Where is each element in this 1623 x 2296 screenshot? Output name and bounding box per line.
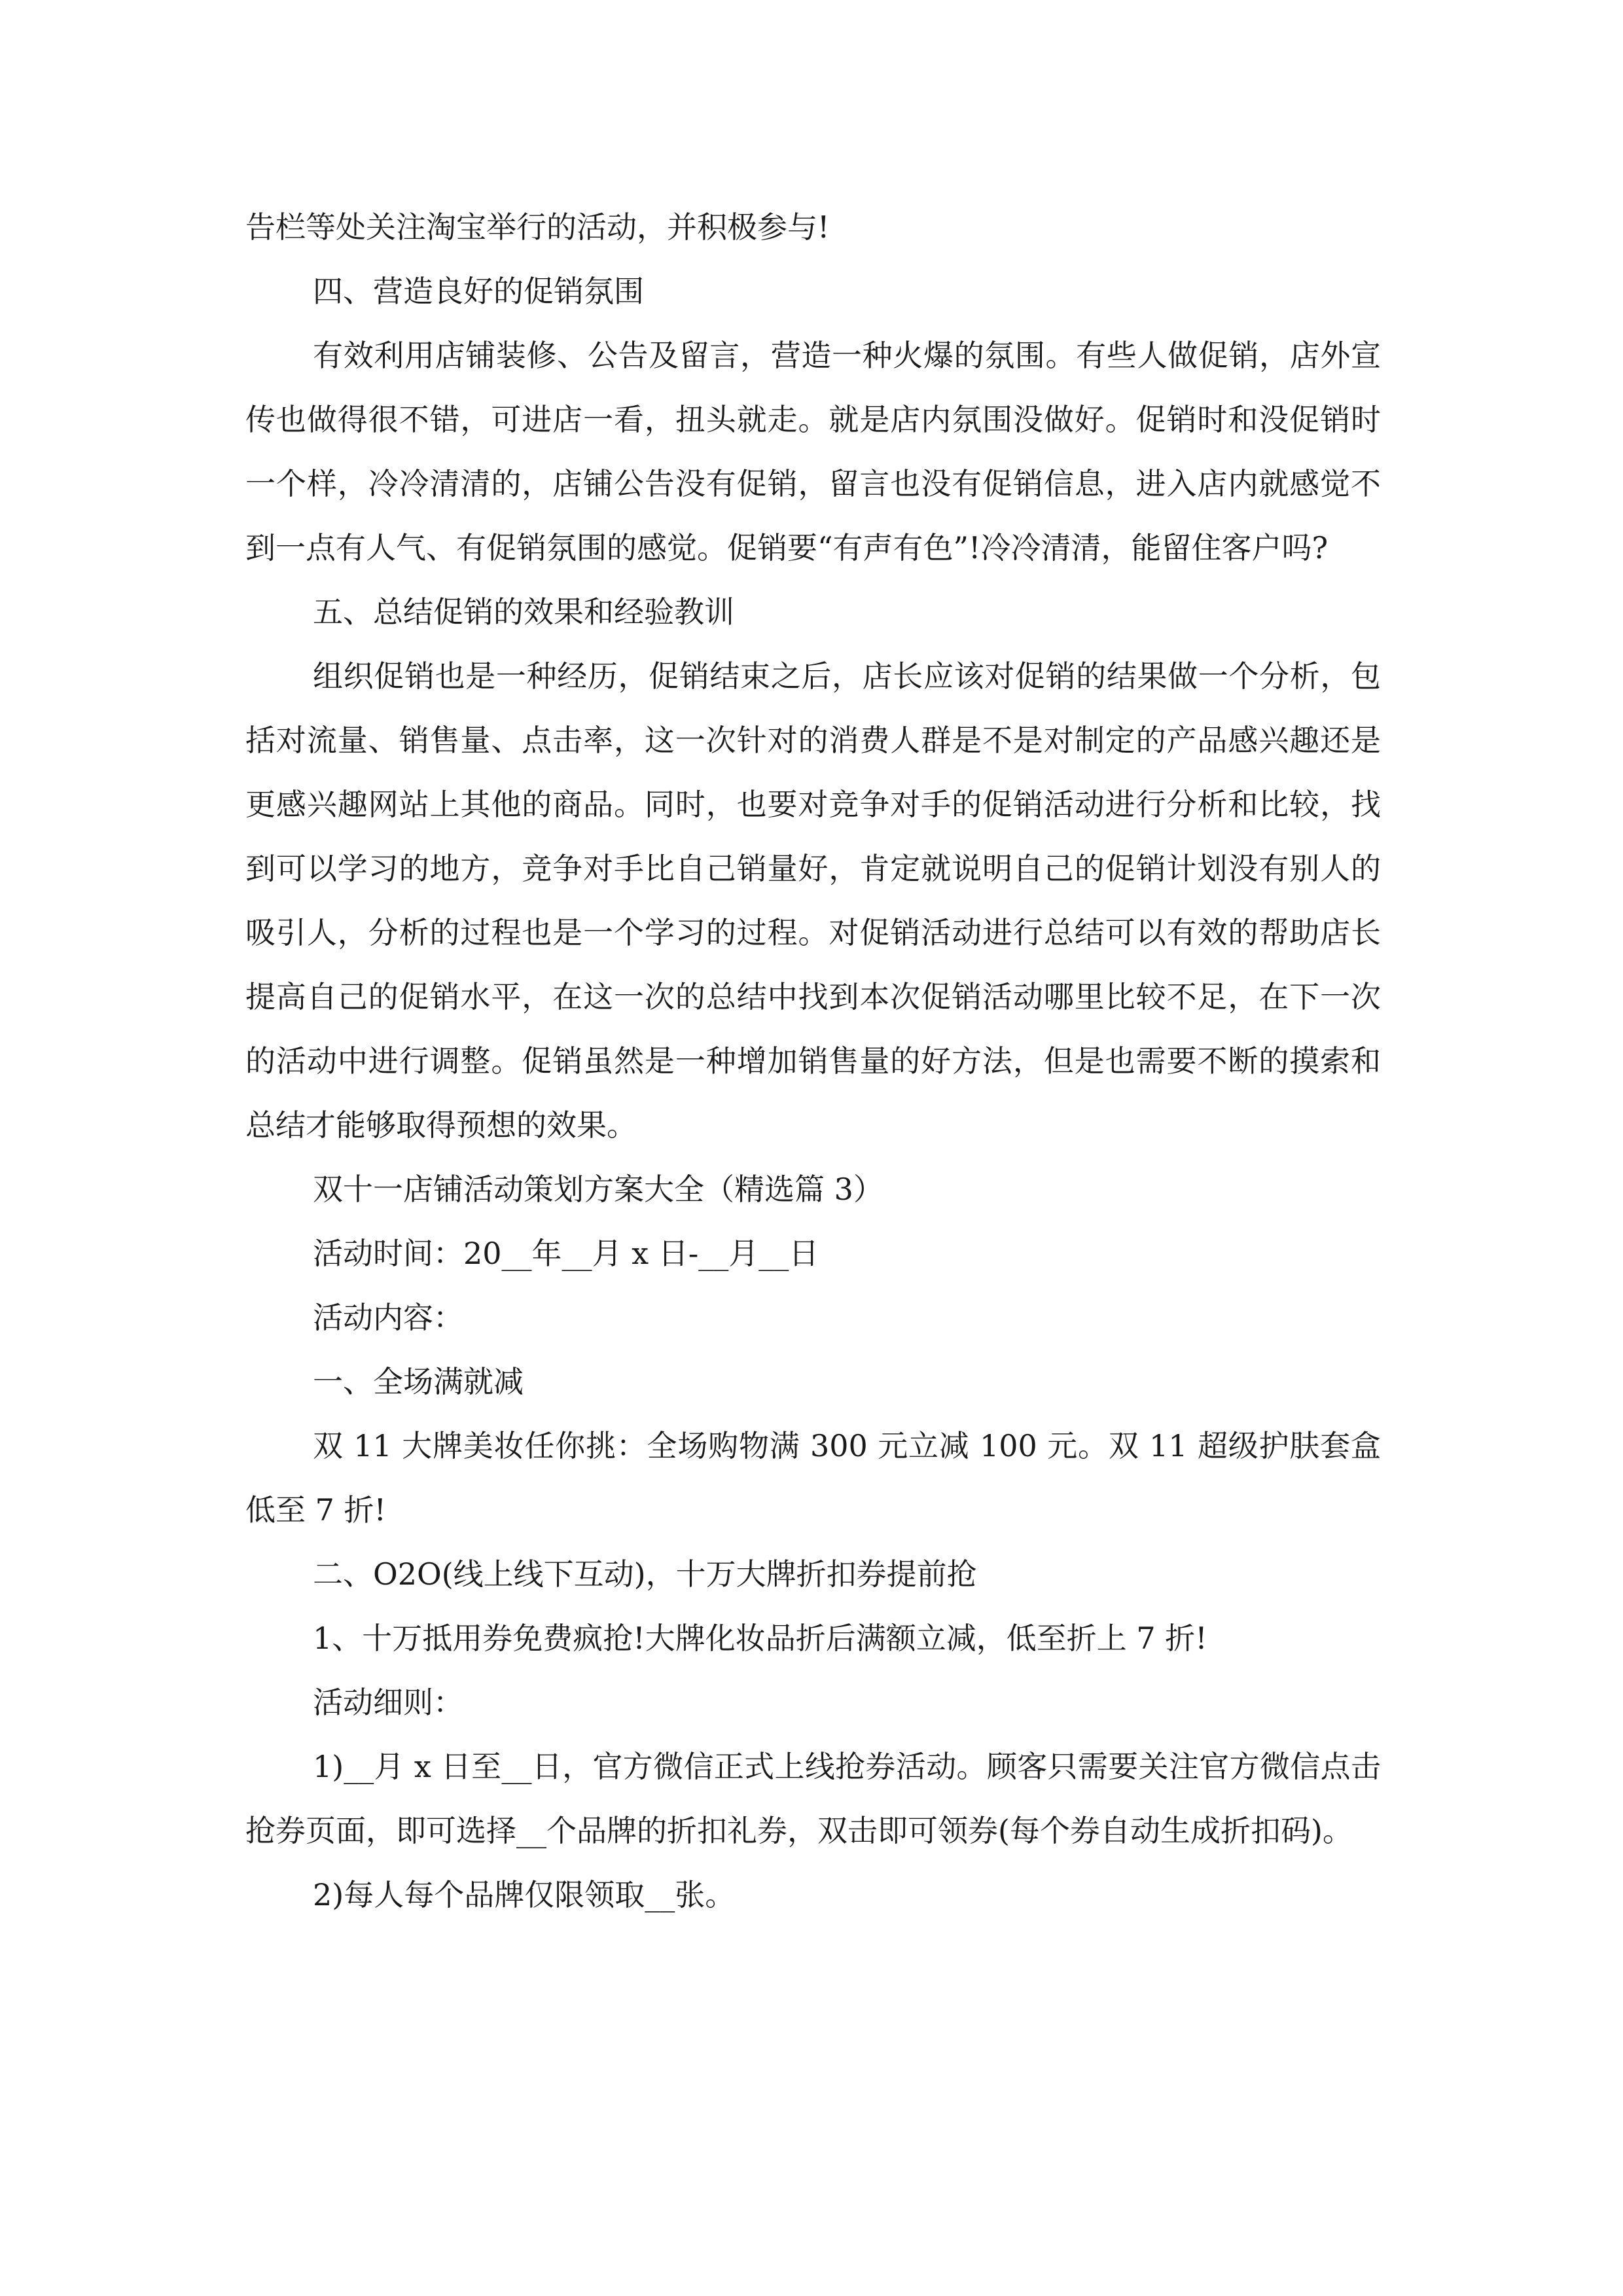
activity-rules-label: 活动细则： — [313, 1685, 463, 1720]
paragraph-coupons: 1、十万抵用券免费疯抢!大牌化妆品折后满额立减，低至折上 7 折! — [313, 1621, 1207, 1656]
activity-time: 活动时间：20__年__月 x 日-__月__日 — [313, 1236, 819, 1271]
paragraph-summary: 组织促销也是一种经历，促销结束之后，店长应该对促销的结果做一个分析，包括对流量、销售量、点击率，这一次针对的消费人群是不是对制定的产品感兴趣还是更感兴趣网站上其他的商品。同时，也要对竞争对手的促销活动进行分析和比较，找到可以学习的地方，竞争对手比自己销量好，肯定就说明自己的促销计划没有别人的吸引人，分析的过程也是一个学习的过程。对促销活动进行总结可以有效的帮助店长提高自己的促销水平，在这一次的总结中找到本次促销活动哪里比较不足，在下一次的活动中进行调整。促销虽然是一种增加销售量的好方法，但是也需要不断的摸索和总结才能够取得预想的效果。 — [245, 658, 1381, 1143]
heading-section-5: 五、总结促销的效果和经验教训 — [313, 594, 734, 630]
heading-section-4: 四、营造良好的促销氛围 — [313, 274, 644, 309]
paragraph-continuation: 告栏等处关注淘宝举行的活动，并积极参与! — [245, 209, 830, 245]
document-title-part-3: 双十一店铺活动策划方案大全（精选篇 3） — [313, 1172, 883, 1207]
activity-content-label: 活动内容： — [313, 1300, 463, 1335]
document-page — [245, 195, 1381, 1927]
rule-1: 1)__月 x 日至__日，官方微信正式上线抢券活动。顾客只需要关注官方微信点击抢券页面，即可选择__个品牌的折扣礼券，双击即可领券(每个券自动生成折扣码)。 — [245, 1749, 1381, 1848]
paragraph-atmosphere: 有效利用店铺装修、公告及留言，营造一种火爆的氛围。有些人做促销，店外宣传也做得很不错，可进店一看，扭头就走。就是店内氛围没做好。促销时和没促销时一个样，冷冷清清的，店铺公告没有促销，留言也没有促销信息，进入店内就感觉不到一点有人气、有促销氛围的感觉。促销要“有声有色”!冷冷清清，能留住客户吗? — [245, 338, 1381, 565]
heading-item-1: 一、全场满就减 — [313, 1364, 524, 1399]
heading-item-2: 二、O2O(线上线下互动)，十万大牌折扣券提前抢 — [313, 1556, 977, 1592]
paragraph-discount: 双 11 大牌美妆任你挑：全场购物满 300 元立减 100 元。双 11 超级护肤套盒低至 7 折! — [245, 1428, 1381, 1528]
rule-2: 2)每人每个品牌仅限领取__张。 — [313, 1877, 736, 1912]
